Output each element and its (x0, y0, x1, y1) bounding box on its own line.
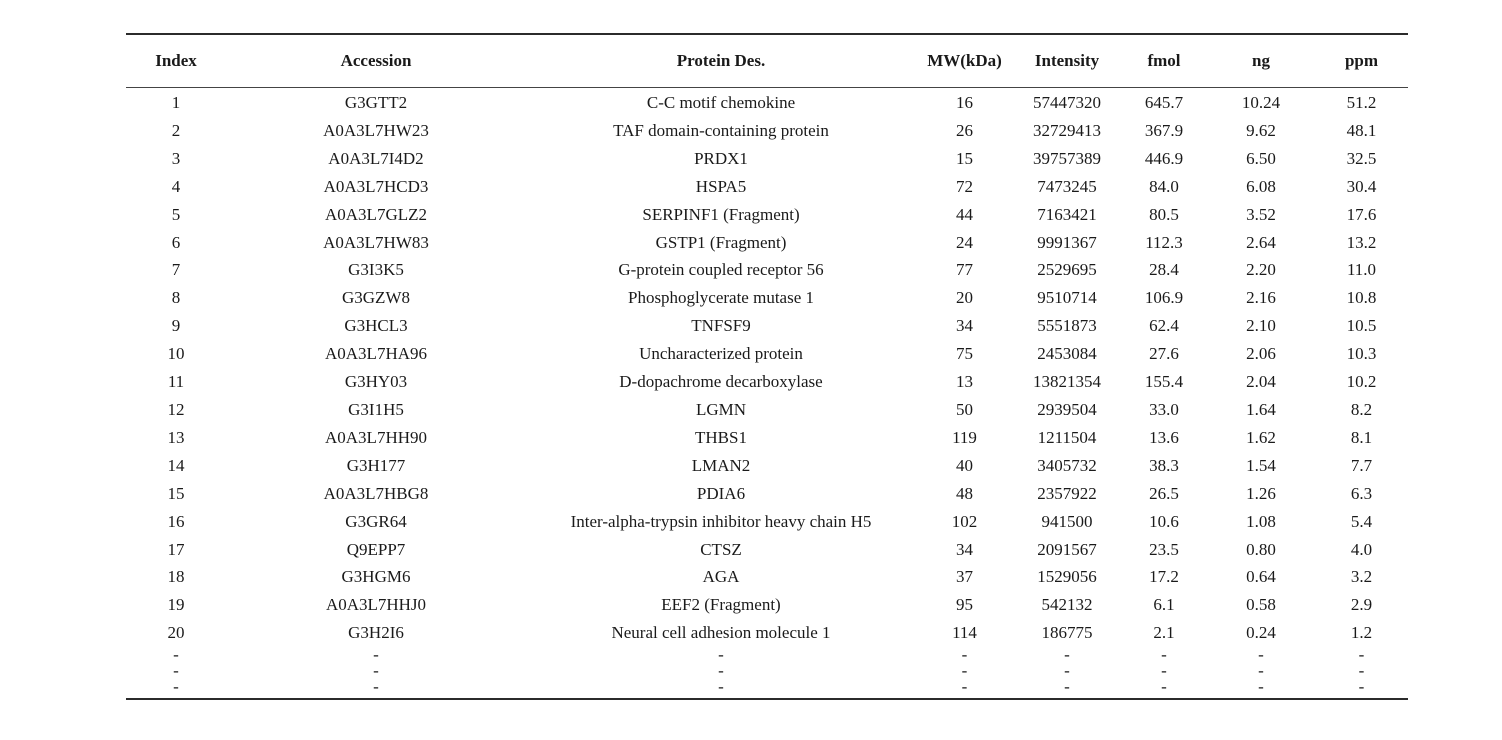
cell-mw-kda: 34 (956, 316, 973, 336)
cell-ppm: 2.9 (1350, 595, 1373, 615)
cell-protein-description: HSPA5 (695, 176, 747, 196)
table-row (126, 508, 1408, 536)
table-row (126, 229, 1408, 257)
cell-mw-kda: 95 (956, 595, 973, 615)
cell-mw-kda: 114 (952, 623, 977, 643)
cell-mw-kda: 102 (951, 511, 978, 531)
cell-index: 17 (167, 539, 185, 559)
cell-ng: 0.24 (1246, 623, 1276, 643)
cell-index: 13 (167, 427, 185, 447)
placeholder-cell-protein-description: - (718, 677, 724, 697)
table-row (126, 368, 1408, 396)
cell-ppm: 3.2 (1350, 567, 1373, 587)
placeholder-cell-ng: - (1258, 661, 1264, 681)
cell-ng: 3.52 (1246, 204, 1276, 224)
table-row (126, 340, 1408, 368)
cell-intensity: 9510714 (1037, 288, 1097, 308)
placeholder-cell-mw-kda: - (961, 661, 968, 681)
cell-ppm: 8.1 (1350, 427, 1373, 447)
table-row (126, 619, 1408, 647)
placeholder-cell-protein-description: - (718, 645, 724, 665)
cell-intensity: 2939504 (1037, 399, 1097, 419)
cell-fmol: 84.0 (1149, 176, 1179, 196)
cell-fmol: 446.9 (1144, 148, 1184, 168)
placeholder-row (126, 679, 1408, 699)
placeholder-cell-intensity: - (1064, 677, 1070, 697)
placeholder-cell-accession: - (373, 661, 379, 681)
cell-ppm: 10.2 (1346, 372, 1377, 392)
placeholder-cell-ppm: - (1358, 661, 1365, 681)
cell-ng: 6.50 (1246, 148, 1276, 168)
cell-protein-description: TAF domain-containing protein (613, 120, 829, 140)
cell-accession: A0A3L7HW23 (323, 120, 429, 140)
cell-mw-kda: 13 (956, 372, 973, 392)
cell-intensity: 941500 (1041, 511, 1093, 531)
cell-ppm: 11.0 (1346, 260, 1377, 280)
cell-index: 12 (167, 399, 185, 419)
placeholder-cell-index: - (173, 645, 179, 665)
table-row (126, 591, 1408, 619)
cell-mw-kda: 77 (956, 260, 973, 280)
cell-intensity: 1211504 (1037, 427, 1097, 447)
header-row (126, 34, 1408, 88)
cell-accession: G3GTT2 (344, 93, 408, 112)
cell-ppm: 8.2 (1350, 399, 1373, 419)
cell-ppm: 10.3 (1346, 344, 1377, 364)
cell-mw-kda: 20 (956, 288, 973, 308)
cell-protein-description: D-dopachrome decarboxylase (619, 372, 823, 392)
cell-mw-kda: 37 (956, 567, 973, 587)
cell-protein-description: AGA (702, 567, 740, 587)
cell-index: 5 (171, 204, 181, 224)
cell-protein-description: CTSZ (700, 539, 742, 559)
cell-index: 11 (167, 372, 185, 392)
cell-index: 4 (171, 176, 181, 196)
cell-intensity: 2091567 (1037, 539, 1097, 559)
column-header-ng: ng (1252, 51, 1270, 70)
table-header (126, 34, 1408, 88)
cell-fmol: 367.9 (1144, 120, 1184, 140)
cell-fmol: 2.1 (1153, 623, 1175, 643)
table-row (126, 452, 1408, 480)
cell-index: 15 (167, 483, 185, 503)
table-row (126, 536, 1408, 564)
cell-accession: G3H2I6 (348, 623, 404, 643)
placeholder-cell-mw-kda: - (961, 645, 968, 665)
cell-protein-description: C-C motif chemokine (646, 93, 796, 112)
cell-protein-description: LMAN2 (691, 455, 751, 475)
cell-index: 18 (167, 567, 185, 587)
cell-index: 6 (171, 232, 181, 252)
cell-mw-kda: 50 (956, 399, 973, 419)
cell-index: 8 (171, 288, 181, 308)
cell-accession: A0A3L7I4D2 (328, 148, 424, 168)
cell-accession: G3GR64 (345, 511, 407, 531)
cell-fmol: 10.6 (1149, 511, 1179, 531)
cell-ng: 2.06 (1246, 344, 1276, 364)
cell-ng: 0.58 (1246, 595, 1276, 615)
cell-protein-description: THBS1 (695, 427, 747, 447)
cell-intensity: 542132 (1041, 595, 1093, 615)
cell-accession: G3GZW8 (342, 288, 410, 308)
cell-mw-kda: 75 (956, 344, 973, 364)
cell-accession: G3H177 (346, 455, 406, 475)
column-header-protein-description: Protein Des. (676, 51, 766, 70)
cell-ng: 0.80 (1246, 539, 1276, 559)
cell-intensity: 2453084 (1037, 344, 1097, 364)
protein-table (126, 33, 1408, 700)
cell-ppm: 48.1 (1346, 120, 1377, 140)
cell-index: 3 (171, 148, 181, 168)
cell-accession: A0A3L7HBG8 (323, 483, 429, 503)
cell-ppm: 30.4 (1346, 176, 1377, 196)
cell-ng: 2.16 (1246, 288, 1276, 308)
table-row (126, 117, 1408, 145)
cell-protein-description: Uncharacterized protein (639, 344, 803, 364)
placeholder-cell-protein-description: - (718, 661, 724, 681)
cell-ppm: 7.7 (1350, 455, 1373, 475)
cell-ng: 1.62 (1246, 427, 1276, 447)
table-row (126, 312, 1408, 340)
cell-mw-kda: 15 (956, 148, 973, 168)
cell-fmol: 155.4 (1144, 372, 1184, 392)
cell-fmol: 645.7 (1144, 93, 1184, 112)
cell-index: 19 (167, 595, 185, 615)
cell-intensity: 39757389 (1033, 148, 1101, 168)
table-row (126, 563, 1408, 591)
table-row (126, 88, 1408, 117)
cell-ppm: 10.5 (1346, 316, 1377, 336)
cell-index: 7 (171, 260, 181, 280)
cell-intensity: 2357922 (1037, 483, 1097, 503)
placeholder-cell-accession: - (373, 677, 379, 697)
column-header-fmol: fmol (1147, 51, 1181, 70)
table-body (126, 88, 1408, 700)
cell-mw-kda: 26 (956, 120, 973, 140)
table-row (126, 424, 1408, 452)
cell-protein-description: LGMN (695, 399, 747, 419)
placeholder-cell-intensity: - (1064, 661, 1070, 681)
cell-fmol: 13.6 (1149, 427, 1179, 447)
cell-ng: 1.64 (1246, 399, 1276, 419)
cell-index: 2 (171, 120, 181, 140)
cell-mw-kda: 40 (956, 455, 973, 475)
cell-mw-kda: 16 (956, 93, 973, 112)
cell-ppm: 1.2 (1350, 623, 1373, 643)
cell-accession: A0A3L7HH90 (325, 427, 427, 447)
cell-protein-description: PRDX1 (694, 148, 748, 168)
cell-intensity: 7473245 (1037, 176, 1097, 196)
cell-fmol: 112.3 (1145, 232, 1183, 252)
cell-accession: G3HY03 (344, 372, 408, 392)
cell-accession: A0A3L7GLZ2 (325, 204, 427, 224)
placeholder-cell-intensity: - (1064, 645, 1070, 665)
placeholder-cell-ng: - (1258, 677, 1264, 697)
cell-index: 10 (167, 344, 185, 364)
protein-table-container (126, 33, 1408, 700)
column-header-index: Index (155, 51, 197, 70)
cell-protein-description: PDIA6 (696, 483, 746, 503)
table-row (126, 480, 1408, 508)
cell-ng: 0.64 (1246, 567, 1276, 587)
cell-ng: 2.64 (1246, 232, 1276, 252)
placeholder-cell-ng: - (1258, 645, 1264, 665)
cell-accession: G3I1H5 (348, 399, 404, 419)
cell-ng: 6.08 (1246, 176, 1276, 196)
cell-ng: 9.62 (1246, 120, 1276, 140)
cell-intensity: 9991367 (1037, 232, 1097, 252)
cell-ng: 2.20 (1246, 260, 1276, 280)
table-row (126, 256, 1408, 284)
cell-ppm: 5.4 (1350, 511, 1373, 531)
cell-index: 1 (171, 93, 181, 112)
placeholder-cell-fmol: - (1161, 677, 1167, 697)
cell-fmol: 6.1 (1153, 595, 1175, 615)
table-row (126, 284, 1408, 312)
cell-index: 20 (167, 623, 185, 643)
cell-fmol: 38.3 (1149, 455, 1179, 475)
cell-intensity: 57447320 (1033, 93, 1101, 112)
cell-intensity: 13821354 (1033, 372, 1101, 392)
column-header-ppm: ppm (1344, 51, 1379, 70)
table-row (126, 145, 1408, 173)
cell-protein-description: TNFSF9 (691, 316, 751, 336)
cell-accession: A0A3L7HW83 (323, 232, 429, 252)
cell-protein-description: SERPINF1 (Fragment) (642, 204, 800, 224)
cell-index: 16 (167, 511, 185, 531)
cell-ppm: 6.3 (1350, 483, 1373, 503)
cell-accession: G3I3K5 (348, 260, 404, 280)
column-header-accession: Accession (340, 51, 412, 70)
cell-mw-kda: 24 (956, 232, 973, 252)
cell-fmol: 33.0 (1149, 399, 1179, 419)
placeholder-row (126, 663, 1408, 679)
cell-mw-kda: 119 (952, 427, 977, 447)
placeholder-row (126, 647, 1408, 663)
cell-fmol: 106.9 (1144, 288, 1184, 308)
cell-fmol: 80.5 (1149, 204, 1179, 224)
cell-accession: G3HGM6 (341, 567, 411, 587)
placeholder-cell-fmol: - (1161, 661, 1167, 681)
placeholder-cell-index: - (173, 677, 179, 697)
cell-intensity: 186775 (1041, 623, 1093, 643)
cell-ppm: 17.6 (1346, 204, 1377, 224)
cell-mw-kda: 72 (956, 176, 973, 196)
placeholder-cell-mw-kda: - (961, 677, 968, 697)
cell-intensity: 3405732 (1037, 455, 1097, 475)
cell-protein-description: EEF2 (Fragment) (661, 595, 781, 615)
column-header-intensity: Intensity (1034, 51, 1100, 70)
table-row (126, 201, 1408, 229)
cell-ng: 10.24 (1241, 93, 1281, 112)
cell-mw-kda: 44 (956, 204, 973, 224)
cell-accession: A0A3L7HA96 (325, 344, 427, 364)
cell-ppm: 32.5 (1346, 148, 1377, 168)
cell-intensity: 2529695 (1037, 260, 1097, 280)
cell-protein-description: Inter-alpha-trypsin inhibitor heavy chain H5 (570, 511, 872, 531)
cell-mw-kda: 48 (956, 483, 973, 503)
cell-accession: A0A3L7HHJ0 (325, 595, 427, 615)
cell-accession: G3HCL3 (344, 316, 408, 336)
cell-accession: A0A3L7HCD3 (323, 176, 429, 196)
cell-ng: 1.54 (1246, 455, 1276, 475)
cell-fmol: 26.5 (1149, 483, 1179, 503)
cell-fmol: 17.2 (1149, 567, 1179, 587)
placeholder-cell-ppm: - (1358, 645, 1365, 665)
cell-fmol: 23.5 (1149, 539, 1179, 559)
cell-index: 14 (167, 455, 185, 475)
cell-index: 9 (171, 316, 181, 336)
cell-fmol: 62.4 (1149, 316, 1179, 336)
cell-protein-description: GSTP1 (Fragment) (655, 232, 787, 252)
cell-ng: 2.04 (1246, 372, 1276, 392)
cell-mw-kda: 34 (956, 539, 973, 559)
cell-ppm: 4.0 (1350, 539, 1373, 559)
cell-intensity: 1529056 (1037, 567, 1097, 587)
cell-fmol: 27.6 (1149, 344, 1179, 364)
cell-accession: Q9EPP7 (346, 539, 406, 559)
cell-protein-description: G-protein coupled receptor 56 (618, 260, 824, 280)
cell-intensity: 5551873 (1037, 316, 1097, 336)
cell-ng: 1.08 (1246, 511, 1276, 531)
cell-intensity: 7163421 (1037, 204, 1097, 224)
cell-protein-description: Phosphoglycerate mutase 1 (627, 288, 814, 308)
cell-intensity: 32729413 (1033, 120, 1101, 140)
placeholder-cell-accession: - (373, 645, 379, 665)
cell-ppm: 51.2 (1346, 93, 1377, 112)
table-row (126, 396, 1408, 424)
placeholder-cell-ppm: - (1358, 677, 1365, 697)
cell-ppm: 10.8 (1346, 288, 1377, 308)
cell-ppm: 13.2 (1346, 232, 1377, 252)
placeholder-cell-fmol: - (1161, 645, 1167, 665)
table-row (126, 173, 1408, 201)
cell-fmol: 28.4 (1149, 260, 1179, 280)
placeholder-cell-index: - (173, 661, 179, 681)
cell-ng: 2.10 (1246, 316, 1276, 336)
column-header-mw-kda: MW(kDa) (927, 51, 1002, 70)
cell-protein-description: Neural cell adhesion molecule 1 (611, 623, 831, 643)
cell-ng: 1.26 (1246, 483, 1276, 503)
